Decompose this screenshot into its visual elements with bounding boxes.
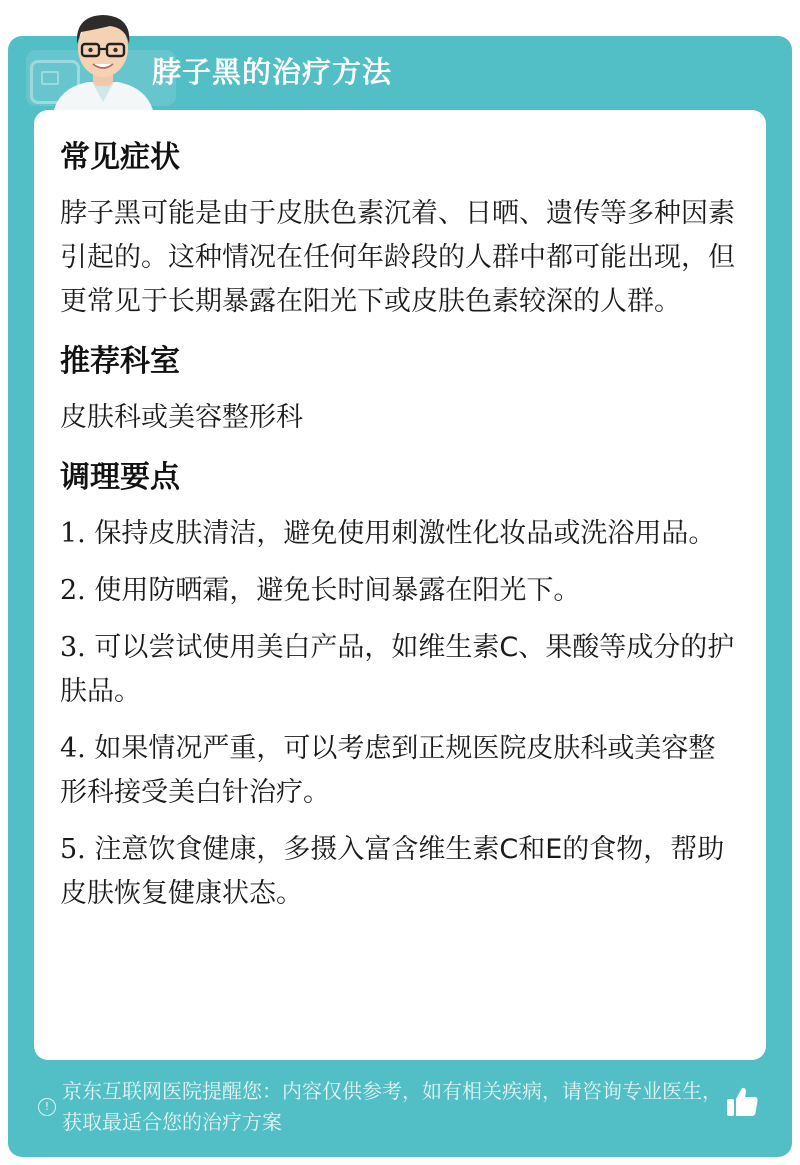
list-item xyxy=(60,727,740,815)
list-item-text: 使用防晒霜，避免长时间暴露在阳光下。 xyxy=(94,575,581,606)
list-item-text: 保持皮肤清洁，避免使用刺激性化妆品或洗浴用品。 xyxy=(94,518,716,549)
section-heading-department: 推荐科室 xyxy=(60,344,180,379)
list-item xyxy=(60,512,740,556)
list-item-number: 1. xyxy=(60,518,86,549)
content-body xyxy=(60,134,740,929)
info-icon: ! xyxy=(38,1098,56,1116)
content-card xyxy=(34,110,766,1060)
list-item xyxy=(60,828,740,916)
list-item xyxy=(60,569,740,613)
list-item xyxy=(60,626,740,714)
list-item-number: 3. xyxy=(60,632,86,663)
list-item-text: 如果情况严重，可以考虑到正规医院皮肤科或美容整形科接受美白针治疗。 xyxy=(60,733,716,808)
list-item-number: 4. xyxy=(60,733,86,764)
list-item-number: 5. xyxy=(60,834,86,865)
list-item-text: 注意饮食健康，多摄入富含维生素C和E的食物，帮助皮肤恢复健康状态。 xyxy=(60,834,725,909)
care-list xyxy=(60,512,740,916)
thumbs-up-icon[interactable] xyxy=(724,1084,760,1120)
section-heading-care: 调理要点 xyxy=(60,460,180,495)
list-item-number: 2. xyxy=(60,575,86,606)
footer-disclaimer: 京东互联网医院提醒您：内容仅供参考，如有相关疾病，请咨询专业医生，获取最适合您的治疗方案 xyxy=(62,1079,722,1134)
section-heading-symptoms: 常见症状 xyxy=(60,140,180,175)
doctor-avatar-icon xyxy=(48,6,158,114)
page-title: 脖子黑的治疗方法 xyxy=(152,55,393,89)
department-text: 皮肤科或美容整形科 xyxy=(60,402,303,433)
symptoms-text: 脖子黑可能是由于皮肤色素沉着、日晒、遗传等多种因素引起的。这种情况在任何年龄段的人群中都可能出现，但更常见于长期暴露在阳光下或皮肤色素较深的人群。 xyxy=(60,198,735,317)
list-item-text: 可以尝试使用美白产品，如维生素C、果酸等成分的护肤品。 xyxy=(60,632,735,707)
